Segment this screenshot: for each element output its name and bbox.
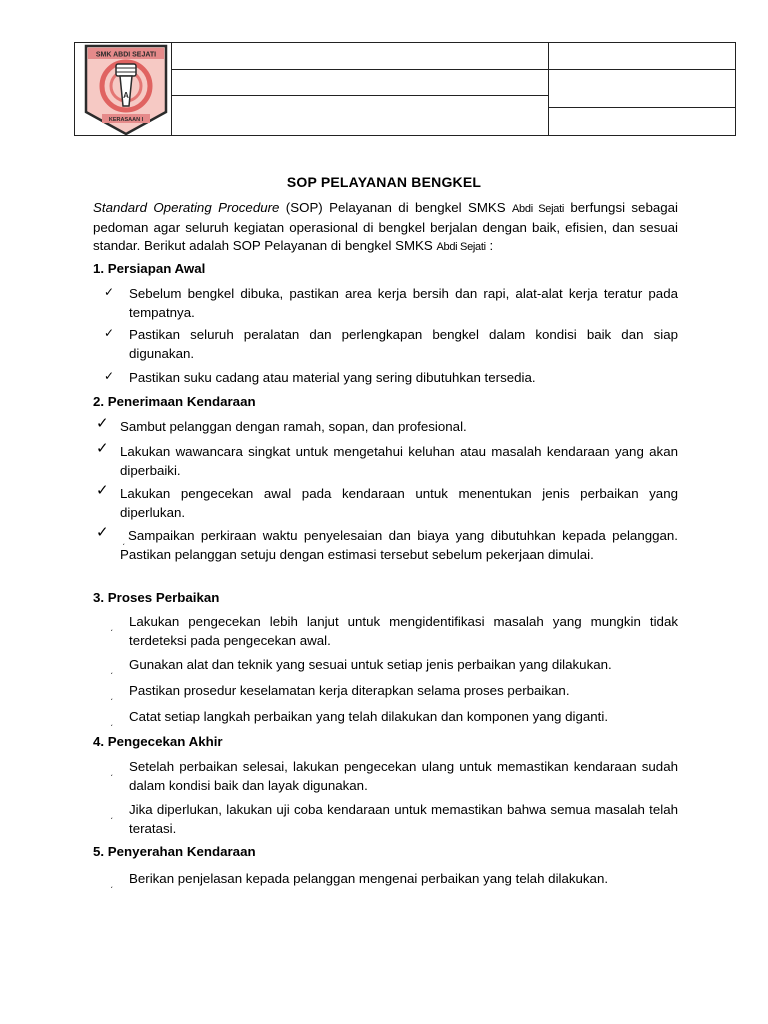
list-item: Lakukan wawancara singkat untuk mengetahui keluhan atau masalah kendaraan yang akan diperbaiki.: [120, 444, 678, 478]
check-icon: ✓: [96, 524, 109, 541]
list-item: Sampaikan perkiraan waktu penyelesaian dan biaya yang dibutuhkan kepada pelanggan. Pastikan pelanggan setuju dengan estimasi tersebut sebelum pekerjaan dimulai.: [120, 528, 678, 562]
bullet-mark: ˏ: [110, 766, 113, 776]
check-icon: ✓: [96, 482, 109, 499]
list-item: Lakukan pengecekan awal pada kendaraan untuk menentukan jenis perbaikan yang diperlukan.: [120, 486, 678, 520]
header-table: [74, 42, 736, 136]
check-icon: ✓: [96, 440, 109, 457]
check-icon: ✓: [104, 285, 115, 299]
section-heading: 5. Penyerahan Kendaraan: [93, 844, 256, 859]
section-heading: 2. Penerimaan Kendaraan: [93, 394, 256, 409]
school-name: Abdi Sejati: [436, 241, 486, 253]
school-name: Abdi Sejati: [512, 203, 564, 215]
school-logo: [80, 44, 172, 136]
check-icon: ✓: [104, 326, 115, 340]
list-item: Setelah perbaikan selesai, lakukan pengecekan ulang untuk memastikan kendaraan sudah dalam kondisi baik dan layak digunakan.: [129, 759, 678, 793]
section-heading: 4. Pengecekan Akhir: [93, 734, 223, 749]
bullet-mark: ˏ: [110, 621, 113, 631]
section-heading: 1. Persiapan Awal: [93, 261, 206, 276]
list-item: Sebelum bengkel dibuka, pastikan area kerja bersih dan rapi, alat-alat kerja teratur pada tempatnya.: [129, 286, 678, 320]
logo-bottom-text: KERASAAN I: [108, 117, 144, 123]
bullet-mark: ˏ: [110, 716, 113, 726]
bullet-mark: ˏ: [110, 878, 113, 888]
list-item: Berikan penjelasan kepada pelanggan mengenai perbaikan yang telah dilakukan.: [129, 871, 609, 886]
list-item: Pastikan prosedur keselamatan kerja diterapkan selama proses perbaikan.: [129, 683, 570, 698]
list-item: Pastikan suku cadang atau material yang sering dibutuhkan tersedia.: [129, 370, 536, 385]
list-item: Sambut pelanggan dengan ramah, sopan, dan profesional.: [120, 419, 467, 434]
check-icon: ✓: [96, 415, 109, 432]
bullet-mark: ˏ: [110, 690, 113, 700]
list-item: Lakukan pengecekan lebih lanjut untuk mengidentifikasi masalah yang mungkin tidak terdeteksi pada pengecekan awal.: [129, 614, 678, 648]
bullet-mark: ˏ: [110, 809, 113, 819]
bullet-mark: ˏ: [122, 535, 125, 545]
list-item: Jika diperlukan, lakukan uji coba kendaraan untuk memastikan bahwa semua masalah telah teratasi.: [129, 802, 678, 836]
list-item: Gunakan alat dan teknik yang sesuai untuk setiap jenis perbaikan yang dilakukan.: [129, 657, 612, 672]
list-item: Catat setiap langkah perbaikan yang telah dilakukan dan komponen yang diganti.: [129, 709, 609, 724]
page-title: SOP PELAYANAN BENGKEL: [286, 174, 482, 190]
intro-sop-term: Standard Operating Procedure: [93, 200, 280, 215]
intro-paragraph: Standard Operating Procedure (SOP) Pelayanan di bengkel SMKS Abdi Sejati berfungsi sebagai pedoman agar seluruh kegiatan operasional di bengkel berjalan dengan baik, efisien, dan sesuai standar. Berikut adalah SOP Pelayanan di bengkel SMKS Abdi Sejati :: [93, 200, 678, 253]
list-item: Pastikan seluruh peralatan dan perlengkapan bengkel dalam kondisi baik dan siap digunakan.: [129, 327, 678, 361]
bullet-mark: ˏ: [110, 664, 113, 674]
section-heading: 3. Proses Perbaikan: [93, 590, 220, 605]
logo-top-text: SMK ABDI SEJATI: [95, 51, 157, 59]
check-icon: ✓: [104, 369, 115, 383]
svg-text:A: A: [123, 91, 129, 100]
